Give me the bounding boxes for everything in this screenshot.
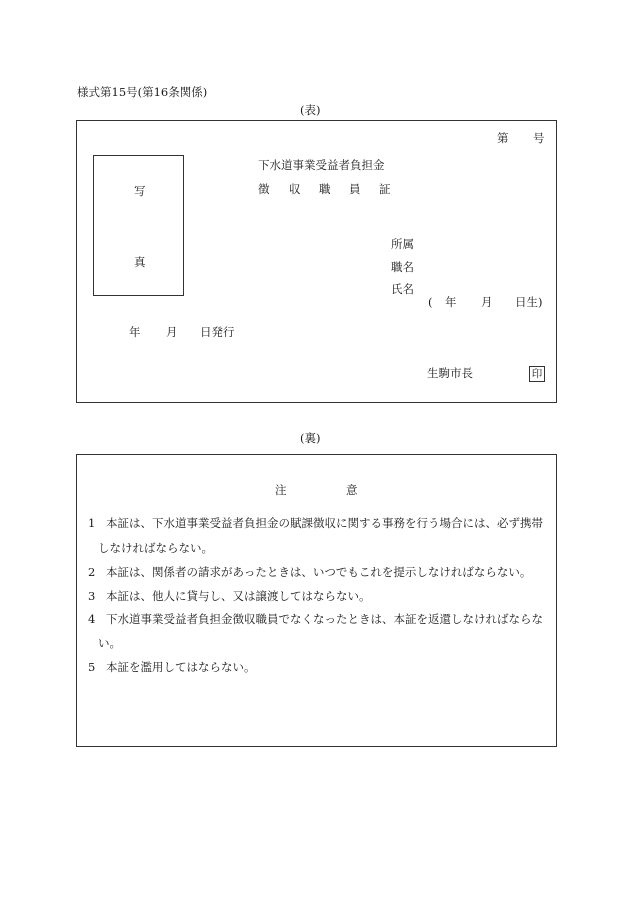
note-number-5: 5 <box>88 660 96 674</box>
notice-heading-char-2: 意 <box>346 483 358 497</box>
card-title-char-1: 徴 <box>258 182 270 196</box>
note-number-1: 1 <box>88 516 96 530</box>
birth-month: 月 <box>481 295 493 309</box>
field-job-title-label: 職名 <box>391 260 414 274</box>
note-text-4-line2: い。 <box>98 636 121 650</box>
note-text-1-line2: しなければならない。 <box>98 541 213 555</box>
note-number-3: 3 <box>88 589 96 603</box>
field-name-label: 氏名 <box>391 282 414 296</box>
number-dai: 第 <box>497 131 509 145</box>
issue-year: 年 <box>129 325 141 339</box>
form-header: 様式第15号(第16条関係) <box>77 85 208 99</box>
photo-label-bottom: 真 <box>134 255 146 269</box>
card-title-char-2: 収 <box>289 182 301 196</box>
card-title-char-3: 職 <box>319 182 331 196</box>
birth-day: 日生) <box>515 295 543 309</box>
note-text-1-line1: 本証は、下水道事業受益者負担金の賦課徴収に関する事務を行う場合には、必ず携帯 <box>106 516 543 530</box>
card-title-char-4: 員 <box>349 182 361 196</box>
note-number-4: 4 <box>88 612 96 626</box>
birth-open-paren: ( <box>428 295 433 309</box>
photo-box <box>93 155 184 296</box>
field-affiliation-label: 所属 <box>391 237 414 251</box>
issue-day: 日発行 <box>200 325 235 339</box>
notice-heading-char-1: 注 <box>275 483 287 497</box>
note-text-2: 本証は、関係者の請求があったときは、いつでもこれを提示しなければならない。 <box>106 565 532 579</box>
card-title-char-5: 証 <box>379 182 391 196</box>
card-title-line1: 下水道事業受益者負担金 <box>258 158 385 172</box>
note-text-4-line1: 下水道事業受益者負担金徴収職員でなくなったときは、本証を返還しなければならな <box>106 612 543 626</box>
photo-label-top: 写 <box>134 184 146 198</box>
issuer-name: 生駒市長 <box>427 366 473 380</box>
note-number-2: 2 <box>88 565 96 579</box>
number-go: 号 <box>533 131 545 145</box>
note-text-3: 本証は、他人に貸与し、又は譲渡してはならない。 <box>106 589 371 603</box>
seal-mark: 印 <box>529 366 545 382</box>
back-label: (裏) <box>300 431 321 445</box>
front-label: (表) <box>300 103 321 117</box>
birth-year: 年 <box>445 295 457 309</box>
note-text-5: 本証を濫用してはならない。 <box>106 660 256 674</box>
front-card <box>76 120 557 403</box>
issue-month: 月 <box>166 325 178 339</box>
